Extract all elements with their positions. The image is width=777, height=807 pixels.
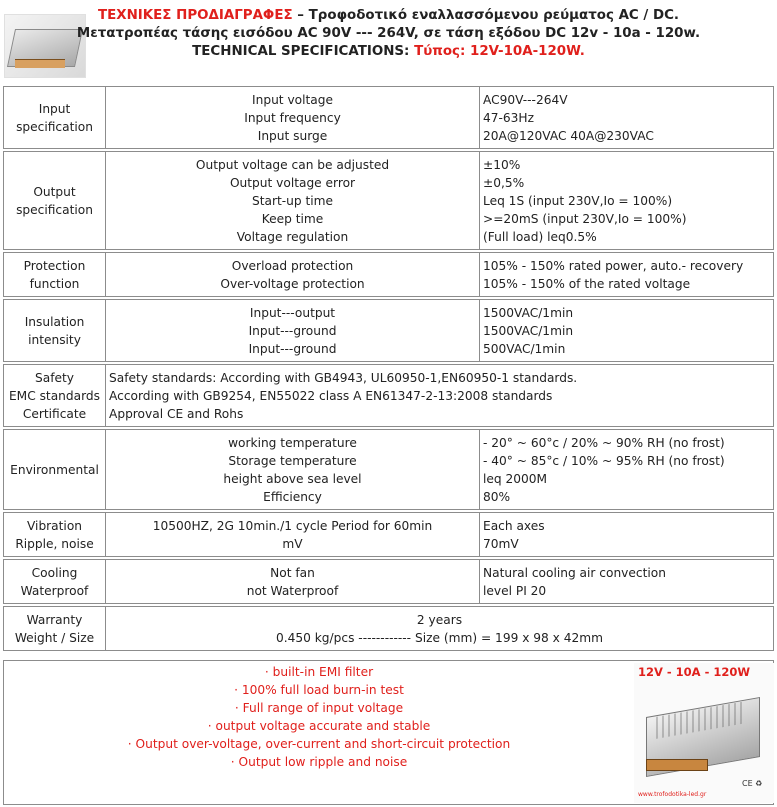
param-line: Output voltage can be adjusted [195,157,390,172]
cell-category [4,87,106,149]
param-line: not Waterproof [246,583,339,598]
cell-category [4,300,106,362]
cell-category [4,513,106,557]
cell-values [480,513,774,557]
param-line: Storage temperature [228,453,357,468]
row-output [4,152,774,250]
cell-warranty [106,607,774,651]
features-box [3,660,774,805]
param-line: Input---output [249,305,336,320]
psu-terminal-strip [646,759,708,771]
value-line: - 20° ~ 60°c / 20% ~ 90% RH (no frost) [483,435,725,450]
param-line: Not fan [270,565,315,580]
value-line: 70mV [483,536,519,551]
row-warranty [4,607,774,651]
value-line: 20A@120VAC 40A@230VAC [483,128,654,143]
value-line: 80% [483,489,511,504]
value-line: Natural cooling air convection [483,565,666,580]
category-line: Warranty [26,612,83,627]
title-red: ΤΕΧΝΙΚΕΣ ΠΡΟΔΙΑΓΡΑΦΕΣ [97,8,293,23]
param-line: Input---ground [248,323,337,338]
cell-params [106,253,480,297]
cell-params [106,87,480,149]
standards-line: Safety standards: According with GB4943, UL60950-1,EN60950-1 standards. [109,370,578,385]
value-line: Leq 1S (input 230V,Io = 100%) [483,193,673,208]
cell-category [4,430,106,510]
value-line: leq 2000M [483,471,548,486]
param-line: Input frequency [244,110,341,125]
category-line: Output [33,184,76,199]
value-line: ±0,5% [483,175,525,190]
cell-params [106,560,480,604]
feature-item: · Output over-voltage, over-current and short-circuit protection [127,737,511,751]
feature-list [4,663,634,771]
cell-standards [106,365,774,427]
row-input [4,87,774,149]
row-protection [4,253,774,297]
value-line: AC90V---264V [483,92,568,107]
value-line: 47-63Hz [483,110,534,125]
cell-params [106,430,480,510]
row-environmental [4,430,774,510]
category-line: Ripple, noise [15,536,94,551]
feature-item: · built-in EMI filter [264,665,374,679]
category-line: Protection [23,258,86,273]
feature-item: · Full range of input voltage [234,701,404,715]
cell-values [480,560,774,604]
cell-params [106,513,480,557]
category-line: Input [38,101,71,116]
param-line: height above sea level [223,471,362,486]
product-title: 12V - 10A - 120W [638,665,751,679]
category-line: Vibration [26,518,83,533]
title-line-2: Μετατροπέας τάσης εισόδου AC 90V --- 264V, σε τάση εξόδου DC 12v - 10a - 120w. [76,26,701,41]
category-line: Waterproof [20,583,89,598]
param-line: Start-up time [251,193,334,208]
cell-values [480,430,774,510]
param-line: Input---ground [248,341,337,356]
cell-category [4,607,106,651]
category-line: Safety [35,370,74,385]
value-line: level PI 20 [483,583,547,598]
title-line-3 [0,43,777,61]
title-rest: – Τροφοδοτικό εναλλασσόμενου ρεύματος AC / DC. [292,8,679,23]
param-line: mV [282,536,303,551]
value-line: (Full load) leq0.5% [483,229,597,244]
feature-item: · Output low ripple and noise [230,755,408,769]
value-line: ±10% [483,157,521,172]
category-line: Certificate [22,406,87,421]
value-line: 105% - 150% rated power, auto.- recovery [483,258,744,273]
product-image [634,663,774,803]
header [0,0,777,84]
cell-values [480,300,774,362]
title-line-1 [0,7,777,25]
feature-item: · output voltage accurate and stable [207,719,431,733]
value-line: - 40° ~ 85°c / 10% ~ 95% RH (no frost) [483,453,725,468]
spec-table [3,86,774,651]
value-line: 1500VAC/1min [483,305,574,320]
param-line: Input surge [257,128,328,143]
warranty-line: 2 years [416,612,463,627]
param-line: Over-voltage protection [220,276,365,291]
row-safety [4,365,774,427]
param-line: Input voltage [252,92,333,107]
category-line: Environmental [10,462,99,477]
param-line: 10500HZ, 2G 10min./1 cycle Period for 60min [152,518,433,533]
ce-mark-icon: CE ♻ [742,779,763,788]
row-vibration [4,513,774,557]
category-line: Insulation [24,314,85,329]
value-line: 1500VAC/1min [483,323,574,338]
category-line: Cooling [31,565,78,580]
cell-category [4,152,106,250]
weight-size-line: 0.450 kg/pcs ------------ Size (mm) = 199 x 98 x 42mm [275,630,604,645]
param-line: Output voltage error [229,175,356,190]
cell-params [106,300,480,362]
value-line: Each axes [483,518,545,533]
value-line: 500VAC/1min [483,341,566,356]
cell-category [4,253,106,297]
cell-values [480,152,774,250]
category-line: function [29,276,80,291]
row-insulation [4,300,774,362]
param-line: working temperature [228,435,357,450]
cell-params [106,152,480,250]
category-line: Weight / Size [14,630,95,645]
tech-spec-label: TECHNICAL SPECIFICATIONS: [192,44,415,59]
row-cooling [4,560,774,604]
product-url: www.trofodotika-led.gr [638,791,707,798]
cell-values [480,253,774,297]
category-line: specification [16,119,93,134]
feature-item: · 100% full load burn-in test [234,683,404,697]
type-label: Τύπος: 12V-10A-120W. [414,44,585,59]
param-line: Overload protection [231,258,354,273]
value-line: 105% - 150% of the rated voltage [483,276,691,291]
param-line: Voltage regulation [236,229,349,244]
category-line: specification [16,202,93,217]
cell-category [4,365,106,427]
standards-line: According with GB9254, EN55022 class A EN61347-2-13:2008 standards [109,388,553,403]
value-line: >=20mS (input 230V,Io = 100%) [483,211,687,226]
param-line: Efficiency [263,489,322,504]
param-line: Keep time [261,211,324,226]
category-line: EMC standards [8,388,100,403]
cell-category [4,560,106,604]
cell-values [480,87,774,149]
category-line: intensity [28,332,81,347]
standards-line: Approval CE and Rohs [109,406,244,421]
